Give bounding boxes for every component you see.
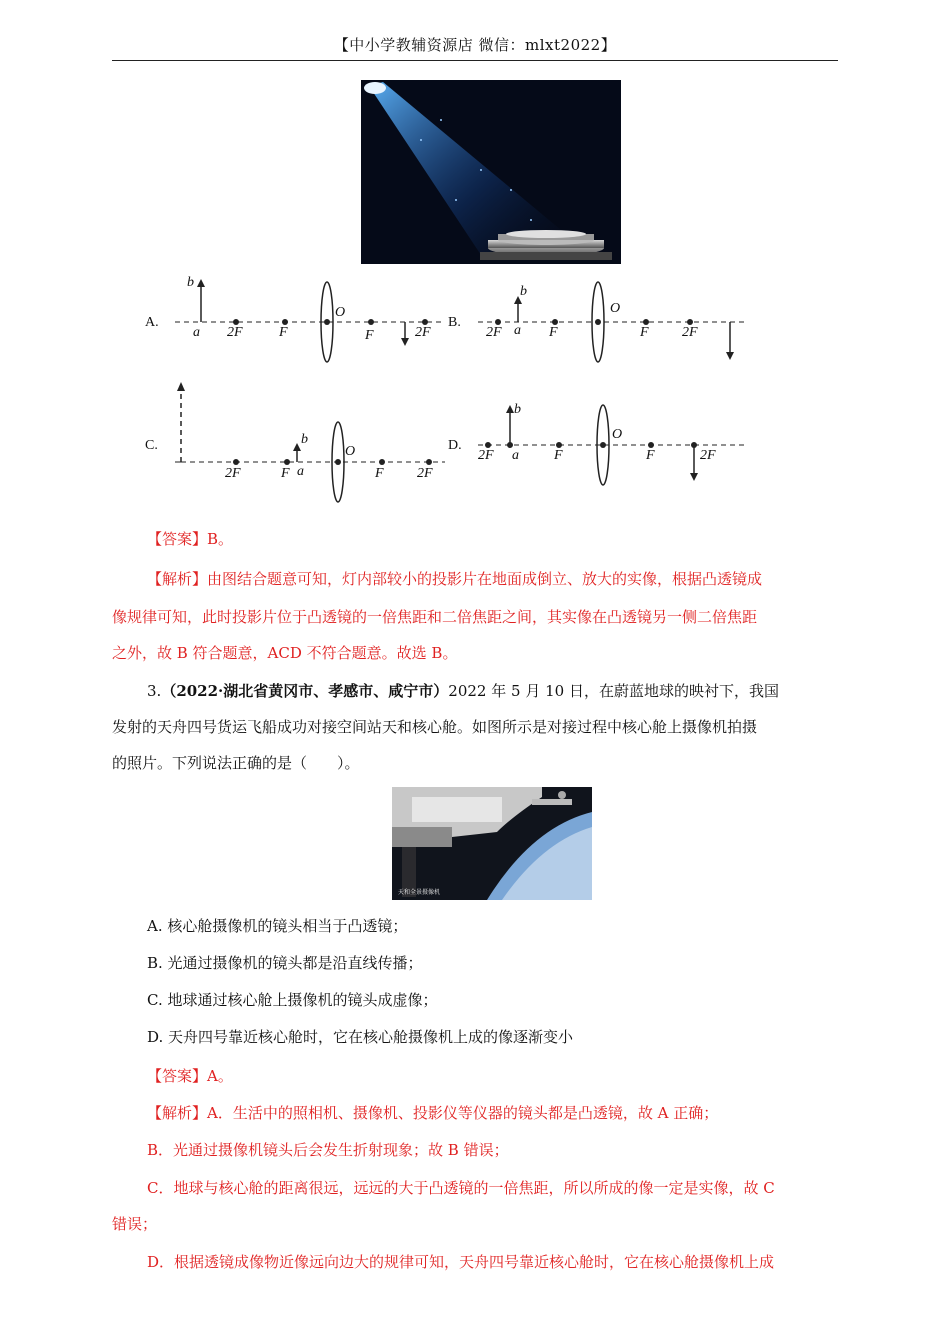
option-d-f-right: F	[646, 448, 655, 463]
option-b-2f-left: 2F	[486, 325, 502, 340]
option-b-2f-right: 2F	[682, 325, 698, 340]
option-a-diagram	[145, 275, 445, 375]
docking-photo	[392, 787, 592, 900]
option-b-label: B.	[448, 315, 461, 330]
q3-analysis-text1: A．生活中的照相机、摄像机、投影仪等仪器的镜头都是凸透镜，故 A 正确；	[207, 1104, 719, 1122]
q3-analysis-line4: 错误；	[112, 1215, 158, 1233]
option-d-o: O	[612, 427, 623, 442]
option-b-point-b: b	[520, 284, 527, 299]
q3-analysis-line1	[147, 1102, 718, 1123]
docking-photo-art	[392, 787, 592, 900]
spotlight-photo	[361, 80, 621, 264]
option-a-2f-right: 2F	[415, 325, 431, 340]
q3-number: 3.	[147, 682, 162, 700]
q3-stem-text1: 2022 年 5 月 10 日，在蔚蓝地球的映衬下，我国	[448, 682, 779, 700]
q3-source: （2022·湖北省黄冈市、孝感市、咸宁市）	[161, 682, 449, 700]
q3-choice-a: A. 核心舱摄像机的镜头相当于凸透镜；	[147, 917, 408, 935]
q2-analysis-line2: 像规律可知，此时投影片位于凸透镜的一倍焦距和二倍焦距之间，其实像在凸透镜另一侧二倍焦距	[112, 608, 758, 626]
q3-choice-c: C. 地球通过核心舱上摄像机的镜头成虚像；	[147, 991, 438, 1009]
option-a-label: A.	[145, 315, 159, 330]
option-c-f-right: F	[375, 466, 384, 481]
option-c-label: C.	[145, 438, 158, 453]
option-a-f-right: F	[365, 328, 374, 343]
docking-photo-caption: 天和全景摄像机	[398, 890, 441, 896]
q3-analysis-line3: C．地球与核心舱的距离很远，远远的大于凸透镜的一倍焦距，所以所成的像一定是实像，故 C	[147, 1179, 775, 1197]
header-rule	[112, 60, 838, 61]
q3-choice-d: D. 天舟四号靠近核心舱时，它在核心舱摄像机上成的像逐渐变小	[147, 1028, 574, 1046]
option-a-o: O	[335, 305, 346, 320]
q3-choice-b: B. 光通过摄像机的镜头都是沿直线传播；	[147, 954, 423, 972]
q2-answer-tag: 【答案】	[147, 530, 208, 548]
option-b-point-a: a	[514, 323, 521, 338]
option-d-2f-right: 2F	[700, 448, 716, 463]
option-d-label: D.	[448, 438, 462, 453]
q3-analysis-line5: D．根据透镜成像物近像远向边大的规律可知，天舟四号靠近核心舱时，它在核心舱摄像机上成	[147, 1253, 775, 1271]
option-c-point-a: a	[297, 464, 304, 479]
q3-stem-line3: 的照片。下列说法正确的是（ ）。	[112, 754, 360, 772]
option-a-point-a: a	[193, 325, 200, 340]
option-b-diagram	[448, 275, 748, 375]
option-d-point-b: b	[514, 402, 521, 417]
option-d-f-left: F	[554, 448, 563, 463]
option-c-2f-left: 2F	[225, 466, 241, 481]
q3-analysis-tag: 【解析】	[147, 1104, 208, 1122]
option-a-2f-left: 2F	[227, 325, 243, 340]
q2-analysis-line1	[147, 568, 762, 589]
q3-answer	[147, 1065, 233, 1086]
option-c-diagram	[145, 378, 445, 508]
option-c-point-b: b	[301, 432, 308, 447]
q2-analysis-text1: 由图结合题意可知，灯内部较小的投影片在地面成倒立、放大的实像，根据凸透镜成	[207, 570, 763, 588]
option-c-o: O	[345, 444, 356, 459]
option-b-f-left: F	[549, 325, 558, 340]
q3-stem-line2: 发射的天舟四号货运飞船成功对接空间站天和核心舱。如图所示是对接过程中核心舱上摄像机拍摄	[112, 718, 758, 736]
option-b-f-right: F	[640, 325, 649, 340]
q3-stem-line1	[147, 680, 779, 701]
option-b-o: O	[610, 301, 621, 316]
option-a-f-left: F	[279, 325, 288, 340]
option-c-ray-diagram	[145, 378, 445, 508]
q3-answer-tag: 【答案】	[147, 1067, 208, 1085]
option-d-point-a: a	[512, 448, 519, 463]
option-d-diagram	[448, 400, 748, 500]
option-c-f-left: F	[281, 466, 290, 481]
q3-answer-value: A。	[207, 1067, 233, 1085]
q2-analysis-tag: 【解析】	[147, 570, 208, 588]
option-a-point-b: b	[187, 275, 194, 290]
option-d-2f-left: 2F	[478, 448, 494, 463]
option-c-2f-right: 2F	[417, 466, 433, 481]
q2-answer-value: B。	[207, 530, 234, 548]
page-header: 【中小学教辅资源店 微信：mlxt2022】	[333, 36, 617, 54]
q2-analysis-line3: 之外，故 B 符合题意，ACD 不符合题意。故选 B。	[112, 644, 458, 662]
q2-answer	[147, 528, 233, 549]
q3-analysis-line2: B．光通过摄像机镜头后会发生折射现象；故 B 错误；	[147, 1141, 509, 1159]
